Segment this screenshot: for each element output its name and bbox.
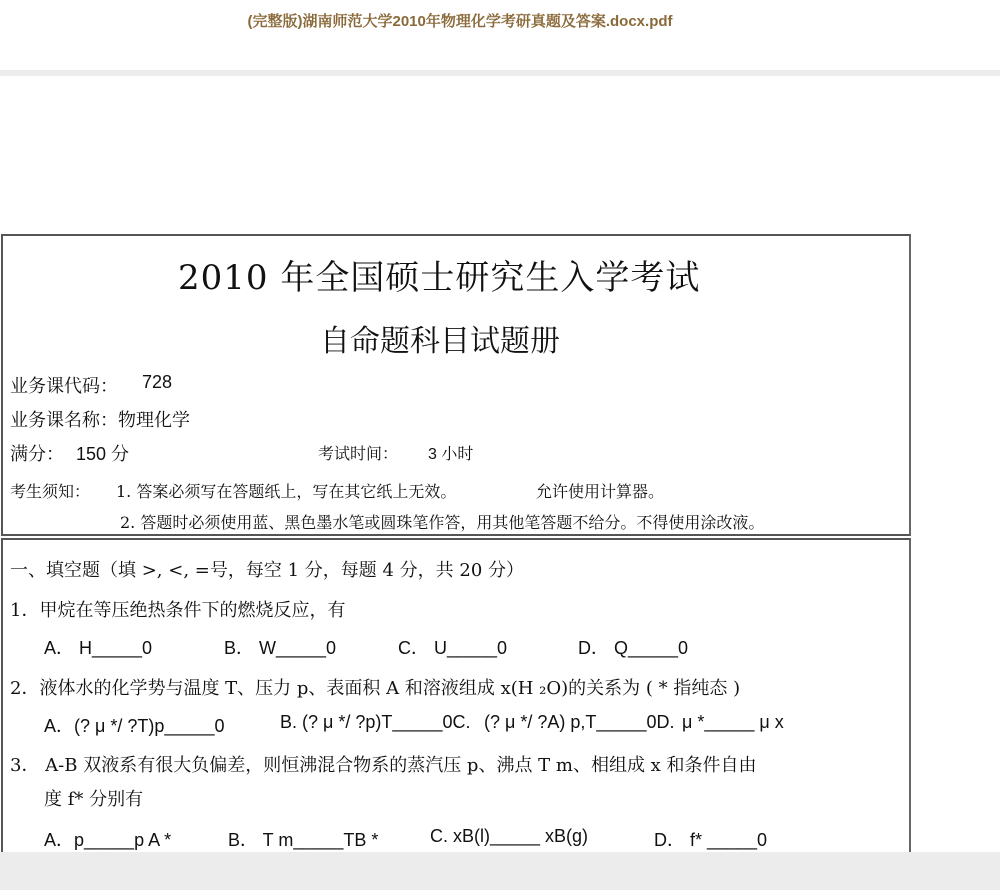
q2-stem: 2．液体水的化学势与温度 T、压力 p、表面积 A 和溶液组成 x(H ₂O)的关系为 ( * 指纯态 ) — [10, 678, 741, 699]
q2-option-c: (? μ */ ?A) p,T_____0D. — [484, 712, 675, 732]
course-name: 业务课名称：物理化学 — [10, 410, 190, 431]
exam-main-title: 2010 年全国硕士研究生入学考试 — [178, 258, 701, 298]
notice-label: 考生须知： — [10, 482, 91, 501]
section-heading: 一、填空题（填 >, <, =号，每空 1 分，每题 4 分，共 20 分） — [10, 560, 524, 581]
exam-time-value: 3 小时 — [428, 446, 474, 463]
q1-option-a: A． H_____0 — [44, 638, 153, 658]
course-code-value: 728 — [142, 372, 173, 392]
questions-box — [1, 538, 911, 868]
q1-stem: 1．甲烷在等压绝热条件下的燃烧反应，有 — [10, 600, 346, 621]
exam-time-label: 考试时间： — [318, 444, 399, 463]
viewer-bottom-bar — [0, 852, 1000, 890]
notice-line1: 1. 答案必须写在答题纸上，写在其它纸上无效。 — [116, 482, 457, 501]
q3-option-c: C. xB(l)_____ xB(g) — [430, 826, 589, 846]
exam-sub-title: 自命题科目试题册 — [320, 324, 560, 359]
q2-option-a: A．(? μ */ ?T)p_____0 — [44, 716, 225, 736]
document-title: (完整版)湖南师范大学2010年物理化学考研真题及答案.docx.pdf — [247, 13, 673, 30]
full-score-value: 150 分 — [76, 444, 130, 464]
q3-option-b: B． T m_____TB * — [228, 830, 379, 850]
full-score-label: 满分： — [10, 444, 64, 465]
q2-option-d: μ *_____ μ x — [682, 712, 784, 732]
course-code-label: 业务课代码： — [10, 376, 118, 397]
notice-line2: 2. 答题时必须使用蓝、黑色墨水笔或圆珠笔作答，用其他笔答题不给分。不得使用涂改液。 — [120, 513, 765, 532]
q1-option-d: D． Q_____0 — [578, 638, 689, 658]
q1-option-b: B． W_____0 — [224, 638, 337, 658]
title-bar — [0, 0, 1000, 76]
q1-option-c: C． U_____0 — [398, 638, 508, 658]
q3-option-d: D． f* _____0 — [654, 830, 768, 850]
q3-stem-cont: 度 f* 分别有 — [44, 789, 144, 810]
notice-line1-extra: 允许使用计算器。 — [536, 482, 665, 501]
q3-stem: 3． A-B 双液系有很大负偏差，则恒沸混合物系的蒸汽压 p、沸点 T m、相组成 x 和条件自由 — [10, 755, 757, 776]
q3-option-a: A．p_____p A * — [44, 830, 172, 850]
q2-option-b: B. (? μ */ ?p)T_____0C. — [280, 712, 471, 732]
